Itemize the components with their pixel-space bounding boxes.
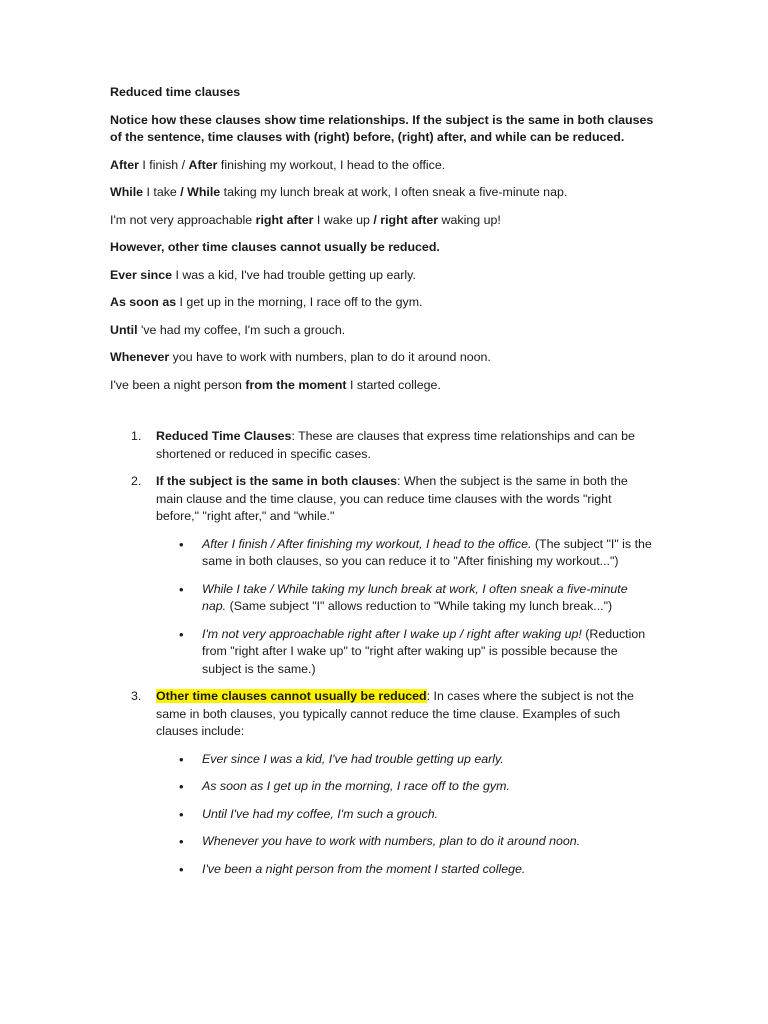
list-item xyxy=(110,428,655,463)
bullet-example: Until I've had my coffee, I'm such a grouch. xyxy=(202,806,439,821)
highlighted-heading: Other time clauses cannot usually be reduced xyxy=(156,689,427,703)
keyword: / While xyxy=(180,185,221,199)
bullet-note: (Reduction from "right after I wake up" to "right after waking up" is possible because the subject is the same.) xyxy=(202,626,646,676)
list-number: 3. xyxy=(131,689,142,703)
bullet-example: While I take / While taking my lunch break at work, I often sneak a five-minute nap. xyxy=(202,581,628,613)
list-item-heading: If the subject is the same in both clauses xyxy=(156,474,397,488)
text: finishing my workout, I head to the office. xyxy=(217,157,446,172)
bullet-example: Whenever you have to work with numbers, plan to do it around noon. xyxy=(202,834,581,848)
list-item xyxy=(110,473,655,678)
bullet-example: Ever since I was a kid, I've had trouble getting up early. xyxy=(202,751,504,766)
bullet-example: I've been a night person from the moment I started college. xyxy=(202,861,526,876)
bullet-item xyxy=(156,806,655,824)
text: taking my lunch break at work, I often sneak a five-minute nap. xyxy=(220,185,568,199)
list-number: 2. xyxy=(131,474,142,488)
list-item-text: : In cases where the subject is not the same in both clauses, you typically cannot reduce the time clause. Examples of such clauses include: xyxy=(156,689,634,738)
bullet-item xyxy=(156,536,655,571)
bullet-list xyxy=(156,751,655,879)
bullet-icon: • xyxy=(179,806,184,822)
bullet-example: As soon as I get up in the morning, I race off to the gym. xyxy=(202,779,510,793)
bullet-item xyxy=(156,581,655,616)
example-as-soon-as xyxy=(110,294,655,312)
bullet-icon: • xyxy=(179,861,184,877)
list-number: 1. xyxy=(131,429,142,443)
example-while xyxy=(110,184,655,202)
text: I was a kid, I've had trouble getting up early. xyxy=(172,267,416,282)
example-right-after xyxy=(110,212,655,230)
however-heading: However, other time clauses cannot usually be reduced. xyxy=(110,240,440,254)
bullet-item xyxy=(156,751,655,769)
bullet-item xyxy=(156,626,655,679)
list-item-heading: Reduced Time Clauses xyxy=(156,429,292,443)
bullet-note: (Same subject "I" allows reduction to "While taking my lunch break...") xyxy=(226,599,613,613)
keyword: Ever since xyxy=(110,267,172,282)
bullet-icon: • xyxy=(179,751,184,767)
keyword: / right after xyxy=(373,212,439,227)
bullet-list xyxy=(156,536,655,679)
text: I've been a night person xyxy=(110,377,246,392)
keyword: As soon as xyxy=(110,295,177,309)
keyword: Until xyxy=(110,322,138,337)
text: I'm not very approachable xyxy=(110,212,256,227)
bullet-icon: • xyxy=(179,626,184,642)
document-page xyxy=(110,84,655,888)
bullet-example: After I finish / After finishing my workout, I head to the office. xyxy=(202,536,532,551)
text: 've had my coffee, I'm such a grouch. xyxy=(137,322,346,337)
bullet-icon: • xyxy=(179,779,184,794)
bullet-icon: • xyxy=(179,536,184,552)
spacer xyxy=(110,404,655,428)
numbered-list xyxy=(110,428,655,878)
list-item-text: : When the subject is the same in both the main clause and the time clause, you can reduce time clauses with the words "right before," "right after," and "while." xyxy=(156,474,628,523)
keyword: Whenever xyxy=(110,350,170,364)
text: I get up in the morning, I race off to the gym. xyxy=(176,295,423,309)
text: I wake up xyxy=(313,212,374,227)
text: I take xyxy=(143,185,181,199)
text: I finish / xyxy=(138,157,189,172)
bullet-icon: • xyxy=(179,834,184,849)
example-from-the-moment xyxy=(110,377,655,395)
bullet-item xyxy=(156,861,655,879)
example-after xyxy=(110,157,655,175)
text: I started college. xyxy=(346,377,441,392)
bullet-item xyxy=(156,778,655,796)
bullet-icon: • xyxy=(179,581,184,597)
bullet-note: (The subject "I" is the same in both clauses, so you can reduce it to "After finishing my workout...") xyxy=(202,536,652,568)
intro-paragraph: Notice how these clauses show time relationships. If the subject is the same in both clauses of the sentence, time clauses with (right) before, (right) after, and while can be reduced. xyxy=(110,112,654,144)
example-until xyxy=(110,322,655,340)
keyword: from the moment xyxy=(245,377,347,392)
bullet-item xyxy=(156,833,655,851)
example-whenever xyxy=(110,349,655,367)
list-item xyxy=(110,688,655,878)
list-item-text: : These are clauses that express time relationships and can be shortened or reduced in specific cases. xyxy=(156,429,635,461)
keyword: After xyxy=(188,157,218,172)
document-title: Reduced time clauses xyxy=(110,85,241,99)
example-ever-since xyxy=(110,267,655,285)
text: waking up! xyxy=(438,212,501,227)
keyword: While xyxy=(110,185,144,199)
keyword: After xyxy=(110,157,139,172)
text: you have to work with numbers, plan to do it around noon. xyxy=(169,350,491,364)
bullet-example: I'm not very approachable right after I wake up / right after waking up! xyxy=(202,626,582,641)
keyword: right after xyxy=(255,212,314,227)
